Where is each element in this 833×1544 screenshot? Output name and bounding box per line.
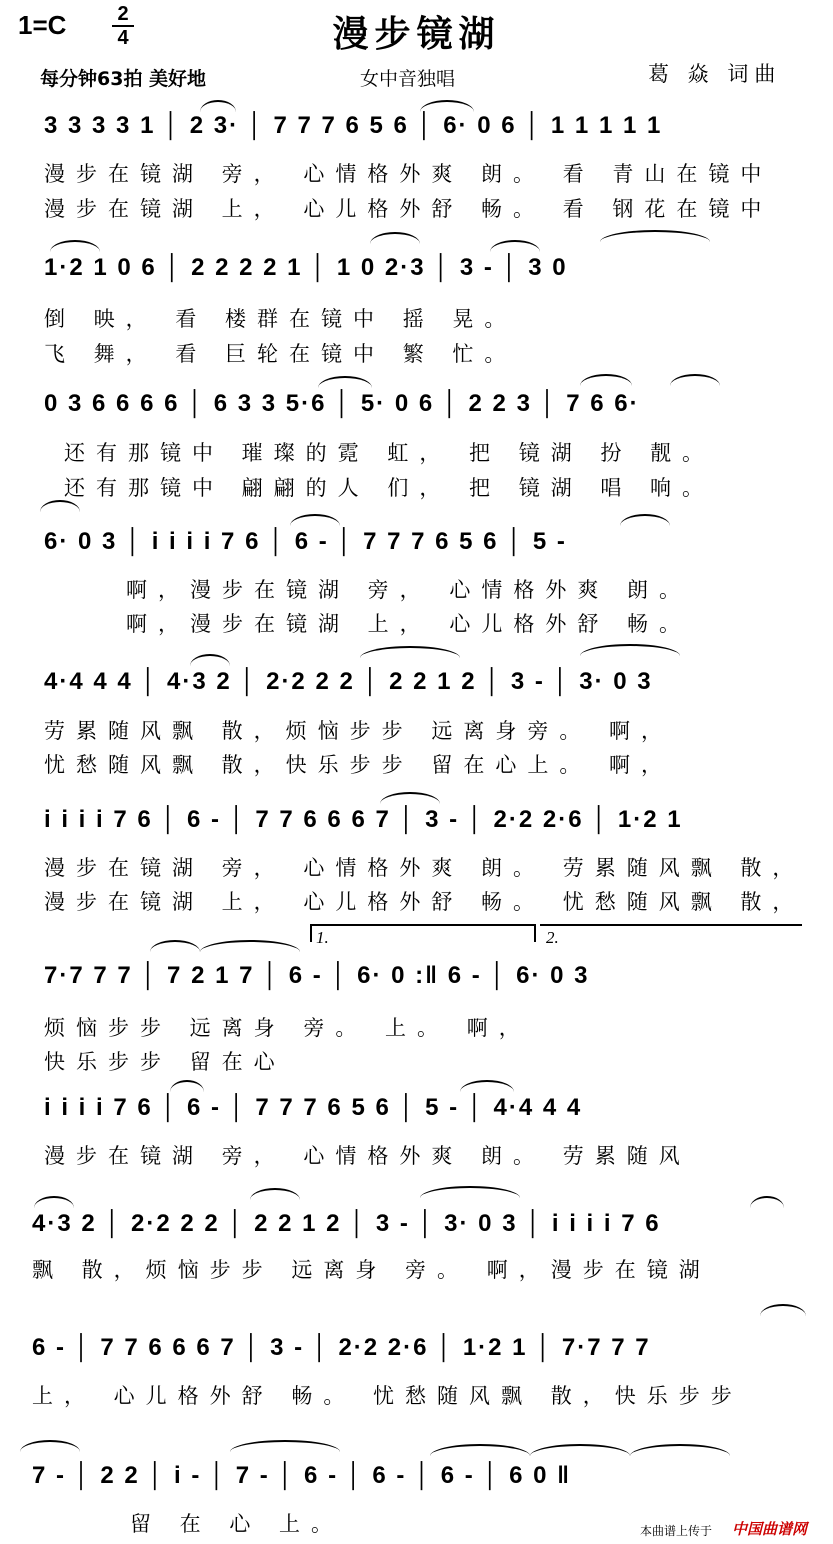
site-logo[interactable]: 中国曲谱网 — [732, 1520, 808, 1538]
volta-second-ending: 2. — [546, 928, 559, 947]
notation-row: i i i i 7 6 │ 6 - │ 7 7 7 6 5 6 │ 5 - │ 4·4 4 4 — [44, 1094, 583, 1121]
time-signature-bottom: 4 — [117, 27, 129, 49]
notation-row: 4·3 2 │ 2·2 2 2 │ 2 2 1 2 │ 3 - │ 3· 0 3 │ i i i i 7 6 — [32, 1210, 661, 1237]
lyric-line: 啊，漫步在镜湖 上， 心儿格外舒 畅。 — [126, 612, 692, 636]
lyric-line: 漫步在镜湖 上， 心儿格外舒 畅。 看 钢花在镜中 — [44, 197, 773, 221]
lyric-line: 漫步在镜湖 旁， 心情格外爽 朗。 劳累随风 — [44, 1144, 691, 1168]
lyric-line: 留 在 心 上。 — [130, 1512, 344, 1536]
notation-row: 4·4 4 4 │ 4·3 2 │ 2·2 2 2 │ 2 2 1 2 │ 3 - │ 3· 0 3 — [44, 668, 653, 695]
lyric-line: 啊，漫步在镜湖 旁， 心情格外爽 朗。 — [126, 578, 692, 602]
notation-row: i i i i 7 6 │ 6 - │ 7 7 6 6 6 7 │ 3 - │ 2·2 2·6 │ 1·2 1 — [44, 806, 683, 833]
notation-row: 6· 0 3 │ i i i i 7 6 │ 6 - │ 7 7 7 6 5 6 │ 5 - — [44, 528, 567, 555]
lyric-line: 倒 映， 看 楼群在镜中 摇 晃。 — [44, 307, 517, 331]
notation-row: 7·7 7 7 │ 7 2 1 7 │ 6 - │ 6· 0 :‖ 6 - │ 6· 0 3 — [44, 962, 590, 989]
lyric-line: 漫步在镜湖 旁， 心情格外爽 朗。 劳累随风飘 散， — [44, 856, 805, 880]
voice-type: 女中音独唱 — [360, 68, 456, 90]
notation-row: 1·2 1 0 6 │ 2 2 2 2 1 │ 1 0 2·3 │ 3 - │ 3 0 — [44, 254, 568, 281]
time-signature-top: 2 — [117, 3, 129, 25]
lyric-line: 还有那镜中 璀璨的霓 虹， 把 镜湖 扮 靓。 — [64, 441, 715, 465]
lyric-line: 漫步在镜湖 旁， 心情格外爽 朗。 看 青山在镜中 — [44, 162, 773, 186]
author-credit: 葛 焱 词曲 — [648, 62, 782, 86]
lyric-line: 漫步在镜湖 上， 心儿格外舒 畅。 忧愁随风飘 散， — [44, 890, 805, 914]
lyric-line: 快乐步步 留在心 — [44, 1050, 286, 1074]
notation-row: 3 3 3 3 1 │ 2 3· │ 7 7 7 6 5 6 │ 6· 0 6 │ 1 1 1 1 1 — [44, 112, 663, 139]
lyric-line: 忧愁随风飘 散，快乐步步 留在心上。 啊， — [44, 753, 674, 777]
volta-first-ending: 1. — [316, 928, 329, 947]
lyric-line: 飞 舞， 看 巨轮在镜中 繁 忙。 — [44, 342, 517, 366]
lyric-line: 烦恼步步 远离身 旁。 上。 啊， — [44, 1016, 531, 1040]
tempo-marking: 每分钟63拍 美好地 — [40, 68, 207, 90]
lyric-line: 劳累随风飘 散，烦恼步步 远离身旁。 啊， — [44, 719, 674, 743]
uploader-note: 本曲谱上传于 — [640, 1524, 713, 1538]
notation-row: 6 - │ 7 7 6 6 6 7 │ 3 - │ 2·2 2·6 │ 1·2 1 │ 7·7 7 7 — [32, 1334, 651, 1361]
lyric-line: 飘 散，烦恼步步 远离身 旁。 啊，漫步在镜湖 — [32, 1258, 711, 1282]
notation-row: 7 - │ 2 2 │ i - │ 7 - │ 6 - │ 6 - │ 6 - │ 6 0 ‖ — [32, 1462, 572, 1489]
lyric-line: 上， 心儿格外舒 畅。 忧愁随风飘 散，快乐步步 — [32, 1384, 743, 1408]
key-signature: 1=C — [18, 10, 67, 40]
song-title: 漫步镜湖 — [332, 14, 501, 55]
lyric-line: 还有那镜中 翩翩的人 们， 把 镜湖 唱 响。 — [64, 476, 715, 500]
notation-row: 0 3 6 6 6 6 │ 6 3 3 5·6 │ 5· 0 6 │ 2 2 3 │ 7 6 6· — [44, 390, 640, 417]
